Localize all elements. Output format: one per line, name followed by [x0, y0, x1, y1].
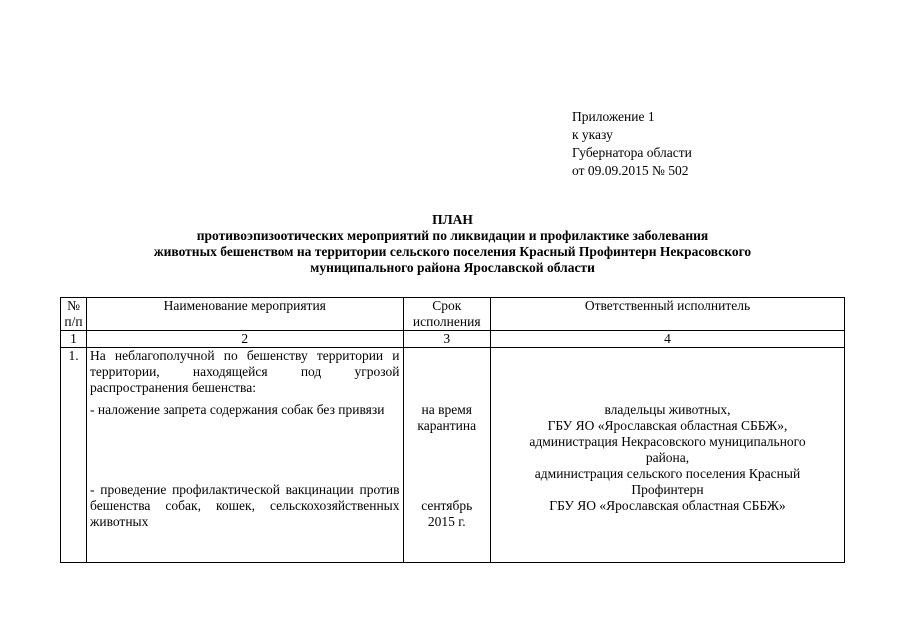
title-heading: ПЛАН: [432, 212, 473, 227]
appendix-title: Приложение 1: [572, 109, 655, 124]
header-name: Наименование мероприятия: [87, 298, 404, 331]
title-line-3: муниципального района Ярославской области: [310, 260, 595, 275]
responsible-line: ГБУ ЯО «Ярославская областная СББЖ»: [549, 498, 786, 513]
title-line-1: противоэпизоотических мероприятий по ликвидации и профилактике заболевания: [196, 228, 709, 243]
responsible-line: владельцы животных,: [604, 402, 731, 417]
term-line: сентябрь: [421, 498, 473, 513]
responsible-line: ГБУ ЯО «Ярославская областная СББЖ»,: [547, 418, 788, 433]
row-actions: [87, 348, 404, 563]
term-line: карантина: [417, 418, 477, 433]
column-number: 3: [403, 331, 490, 348]
appendix-block: [572, 108, 872, 180]
responsible-line: администрация Некрасовского муниципального: [529, 434, 806, 449]
appendix-date-number: от 09.09.2015 № 502: [572, 163, 689, 178]
table-row: [61, 348, 845, 563]
plan-table: [60, 297, 845, 563]
responsible-line: района,: [645, 450, 690, 465]
term-line: на время: [421, 402, 472, 417]
header-number: № п/п: [61, 298, 87, 331]
row-intro-text: На неблагополучной по бешенству территории и территории, находящейся под угрозой распространения бешенства:: [90, 348, 400, 395]
column-number: 4: [490, 331, 844, 348]
row-responsible: [490, 348, 844, 563]
action-item: - наложение запрета содержания собак без привязи: [90, 402, 385, 417]
appendix-issuer: Губернатора области: [572, 145, 692, 160]
appendix-decree-ref: к указу: [572, 127, 613, 142]
column-number: 1: [61, 331, 87, 348]
header-term: Срок исполнения: [403, 298, 490, 331]
column-number: 2: [87, 331, 404, 348]
term-line: 2015 г.: [427, 514, 466, 529]
table-header-row: [61, 298, 845, 331]
action-item: - проведение профилактической вакцинации против бешенства собак, кошек, сельскохозяйственных животных: [90, 482, 400, 529]
responsible-line: Профинтерн: [631, 482, 704, 497]
row-number: 1.: [61, 348, 87, 563]
header-responsible: Ответственный исполнитель: [490, 298, 844, 331]
document-title: [60, 212, 845, 276]
row-terms: [403, 348, 490, 563]
title-line-2: животных бешенством на территории сельского поселения Красный Профинтерн Некрасовского: [153, 244, 752, 259]
responsible-line: администрация сельского поселения Красный: [534, 466, 801, 481]
column-number-row: [61, 331, 845, 348]
